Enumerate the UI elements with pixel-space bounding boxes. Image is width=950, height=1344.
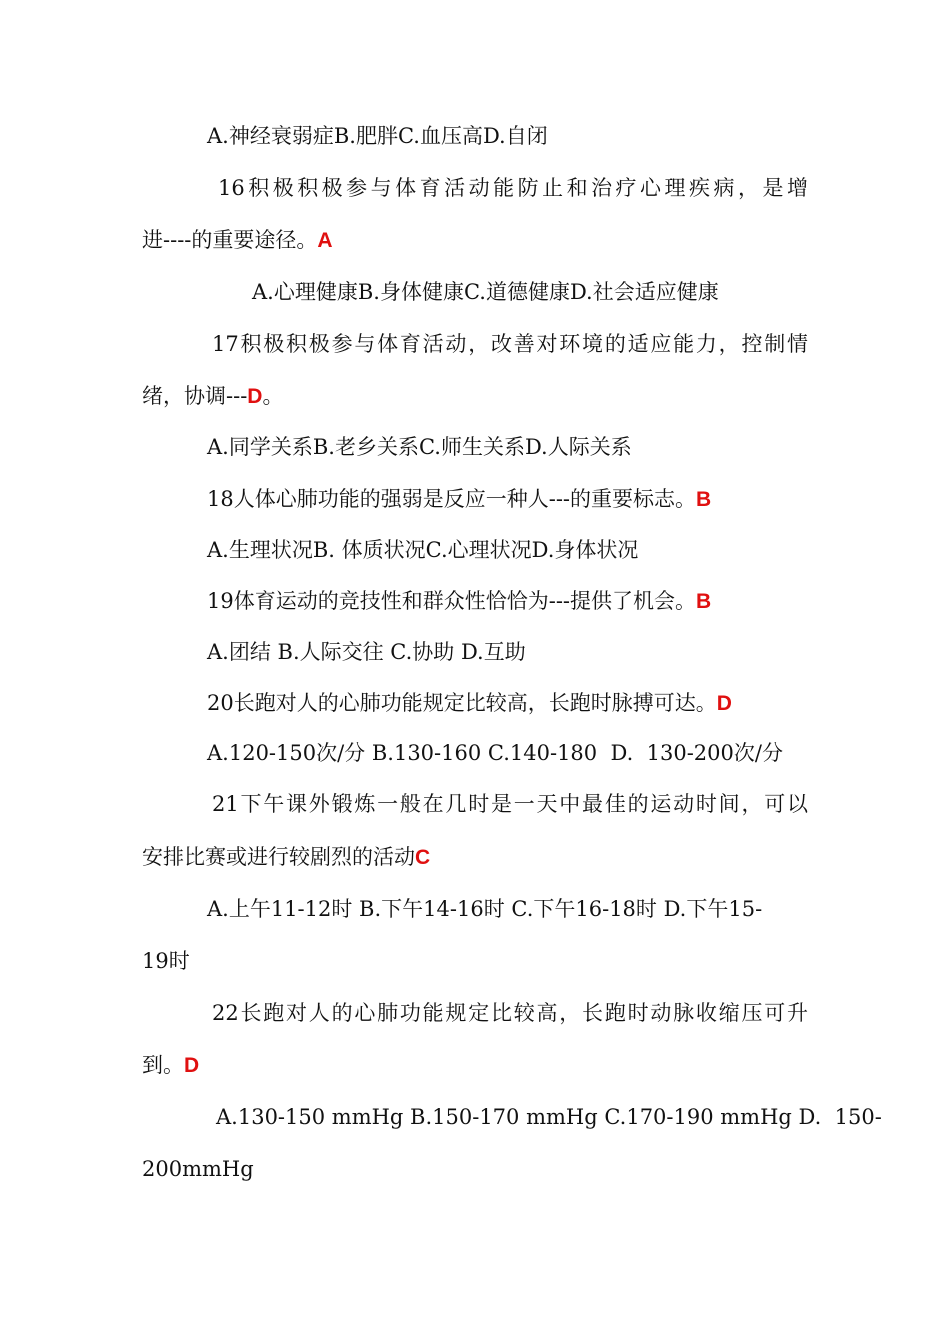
q17-options [207,433,632,461]
q19-answer: B [696,590,712,613]
q16-stem-line2 [142,226,333,255]
q18-stem-text: 18人体心肺功能的强弱是反应一种人---的重要标志。 [207,487,697,511]
q17-options-text: A.同学关系B.老乡关系C.师生关系D.人际关系 [207,435,632,459]
q22-options-line1 [216,1103,882,1131]
q21-stem-text: 21下午课外锻炼一般在几时是一天中最佳的运动时间，可以 [212,792,808,816]
q20-stem-text: 20长跑对人的心肺功能规定比较高，长跑时脉搏可达。 [207,691,717,715]
q20-stem [207,689,732,718]
q17-stem-text: 17积极积极参与体育活动，改善对环境的适应能力，控制情 [212,332,808,356]
q17-answer: D [247,385,263,408]
q21-options-line2 [142,947,190,975]
q19-options [207,638,526,666]
q19-options-text: A.团结 B.人际交往 C.协助 D.互助 [207,640,526,664]
q16-stem-text-cont: 进----的重要途径。 [142,228,318,252]
q16-stem-text: 16积极积极参与体育活动能防止和治疗心理疾病，是增 [218,176,808,200]
q22-stem-text: 22长跑对人的心肺功能规定比较高，长跑时动脉收缩压可升 [212,1001,808,1025]
q21-stem-line2 [142,843,430,872]
q15-options [207,122,548,150]
q22-answer: D [184,1054,200,1077]
q19-stem [207,587,711,616]
q21-stem-line1 [212,790,808,818]
q21-stem-text-cont: 安排比赛或进行较剧烈的活动 [142,845,415,869]
q21-answer: C [415,846,431,869]
q21-options-text-cont: 19时 [142,949,190,973]
q18-options-text: A.生理状况B. 体质状况C.心理状况D.身体状况 [207,538,639,562]
q22-stem-text-cont: 到。 [142,1053,184,1077]
q22-options-line2 [142,1155,254,1183]
q16-answer: A [317,229,333,252]
q22-stem-line1 [212,999,808,1027]
q19-stem-text: 19体育运动的竞技性和群众性恰恰为---提供了机会。 [207,589,697,613]
q16-options [252,278,719,306]
q21-options-line1 [207,895,762,923]
q22-options-text-cont: 200mmHg [142,1157,254,1181]
q16-stem-line1 [218,174,808,202]
q17-stem-period: 。 [262,384,284,408]
q17-stem-text-cont: 绪，协调--- [142,384,248,408]
q15-options-text: A.神经衰弱症B.肥胖C.血压高D.自闭 [207,124,548,148]
q20-options [207,739,783,767]
q20-options-text: A.120-150次/分 B.130-160 C.140-180 D. 130-200次/分 [207,741,783,765]
q22-options-text: A.130-150 mmHg B.150-170 mmHg C.170-190 mmHg D. 150- [216,1105,882,1129]
q22-stem-line2 [142,1051,199,1080]
q18-stem [207,485,711,514]
q20-answer: D [716,692,732,715]
q16-options-text: A.心理健康B.身体健康C.道德健康D.社会适应健康 [252,280,719,304]
q18-answer: B [696,488,712,511]
q21-options-text: A.上午11-12时 B.下午14-16时 C.下午16-18时 D.下午15- [207,897,763,921]
q17-stem-line2 [142,382,283,411]
q18-options [207,536,638,564]
q17-stem-line1 [212,330,808,358]
